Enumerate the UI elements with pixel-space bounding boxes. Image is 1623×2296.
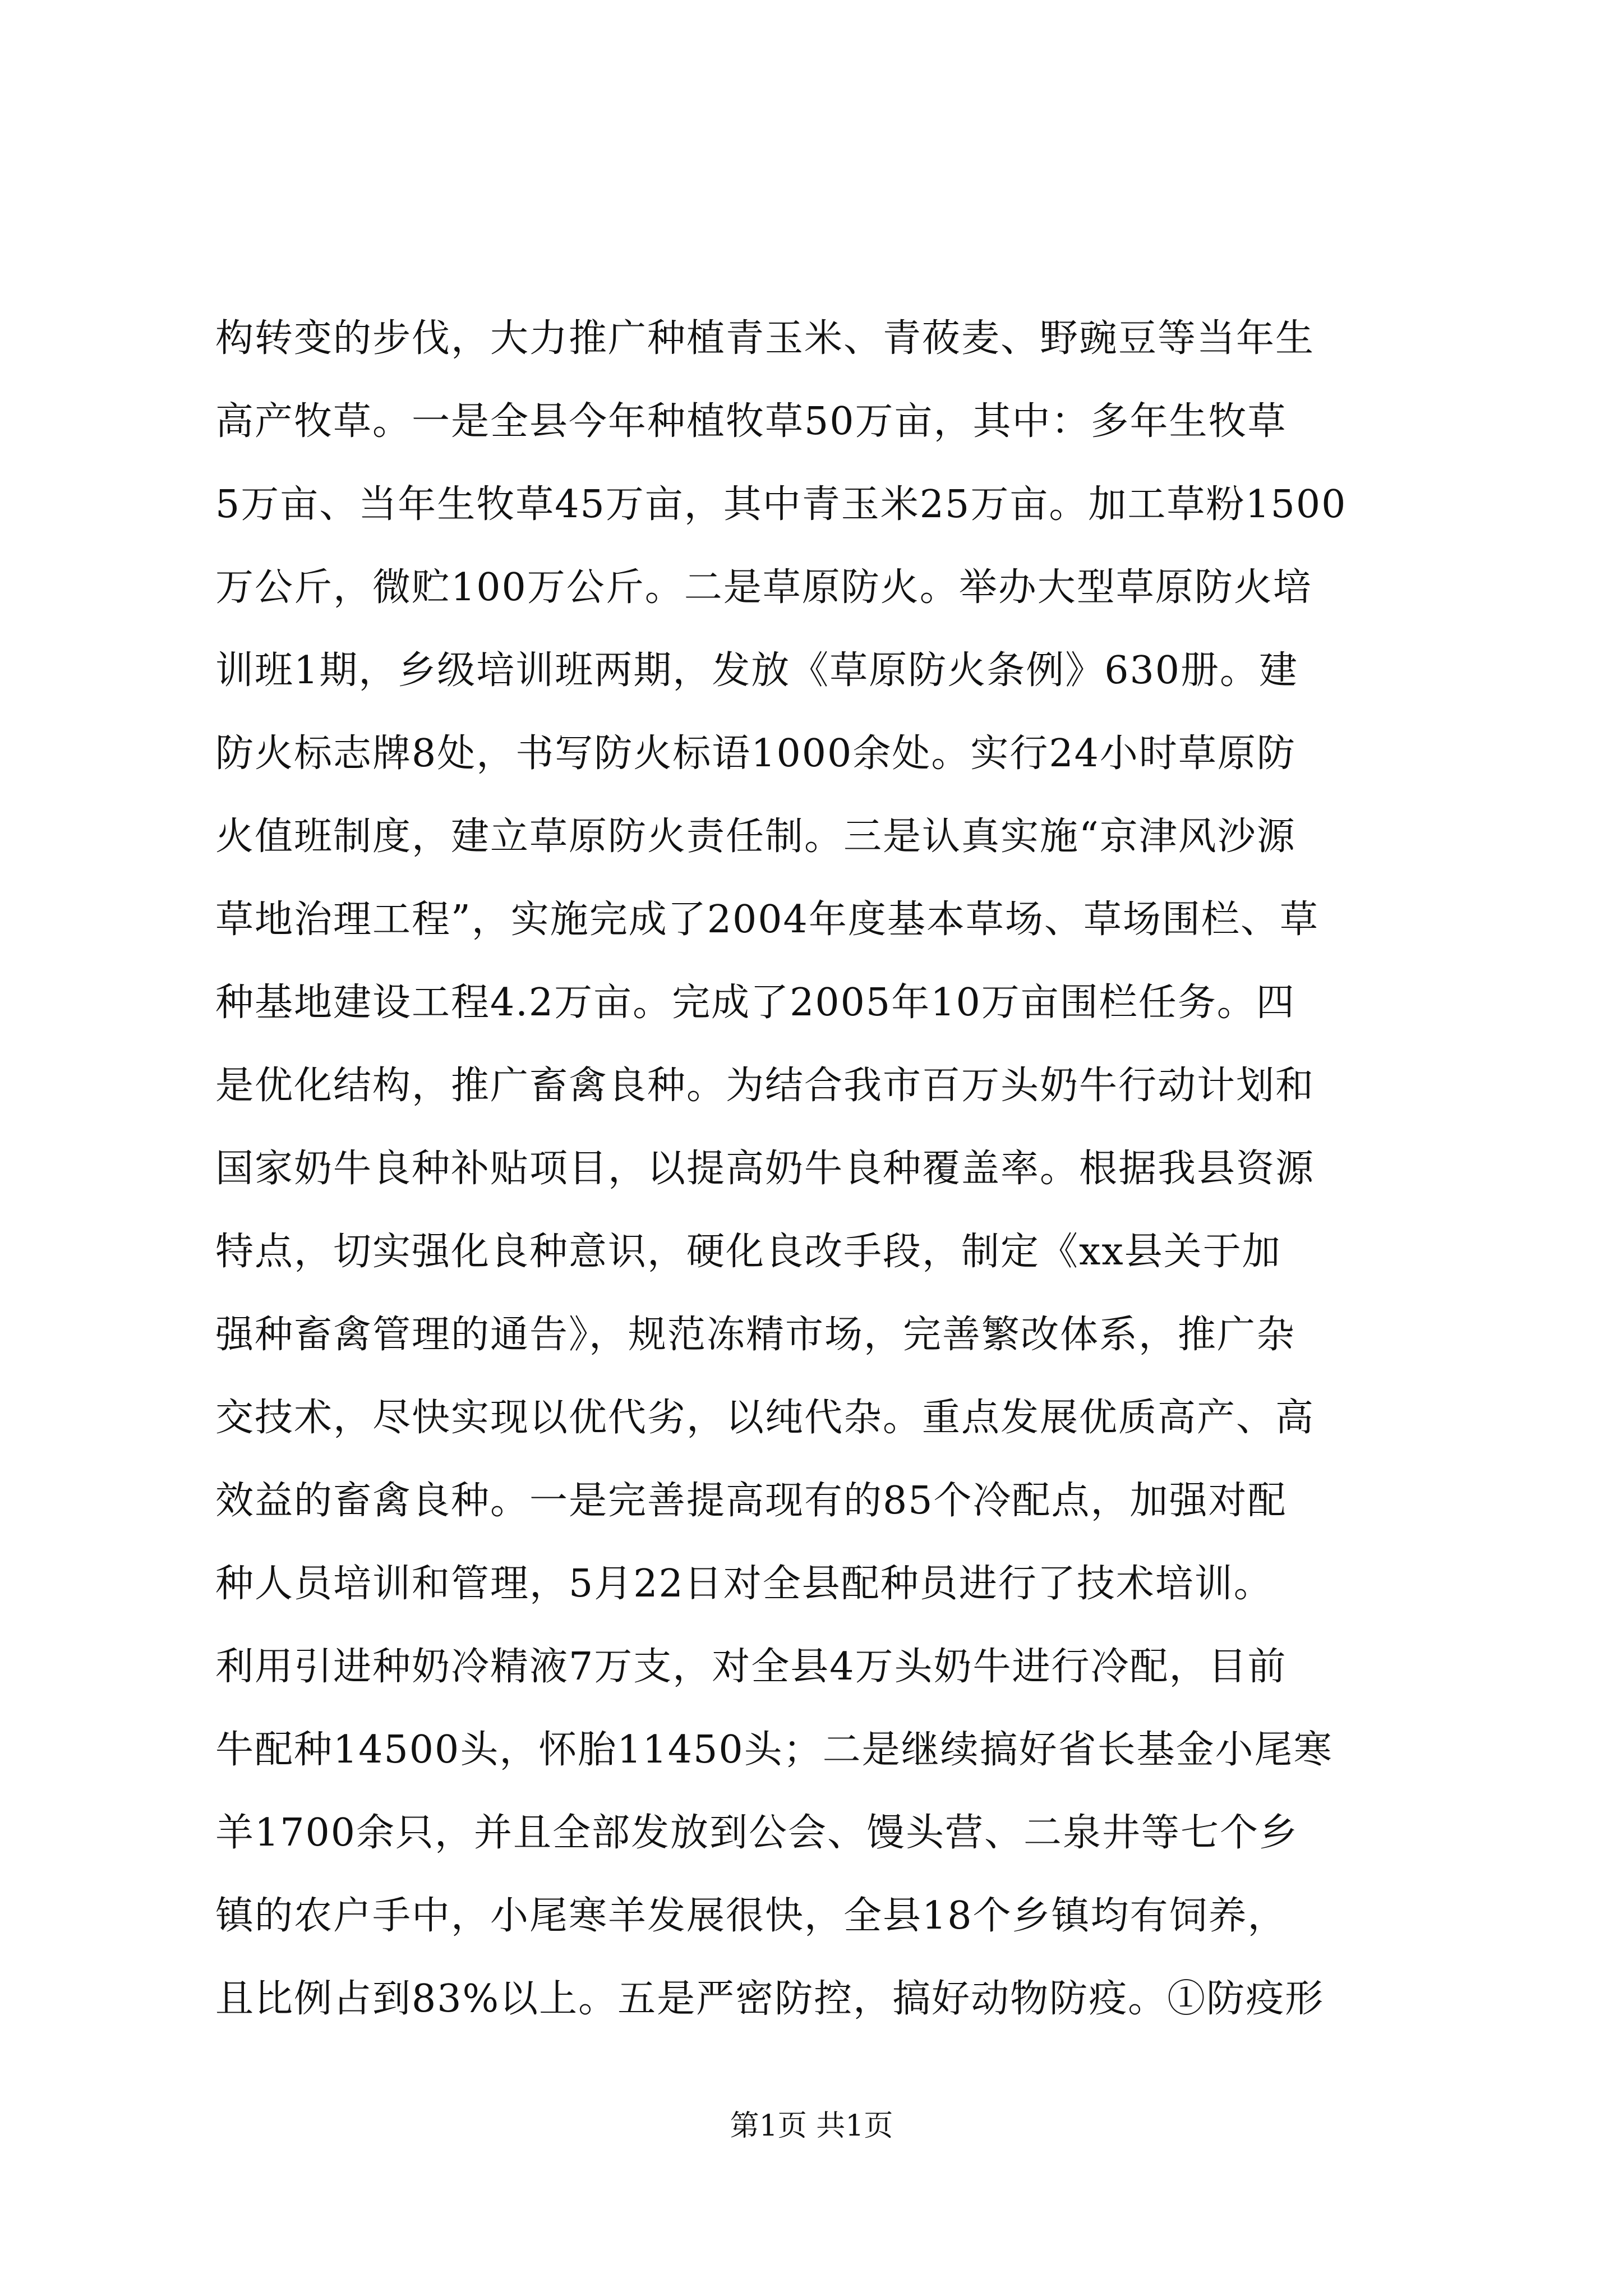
text-line: 牛配种14500头，怀胎11450头；二是继续搞好省长基金小尾寒 — [215, 1728, 1333, 1772]
text-line: 种人员培训和管理，5月22日对全县配种员进行了技术培训。 — [215, 1562, 1273, 1606]
text-line: 是优化结构，推广畜禽良种。为结合我市百万头奶牛行动计划和 — [215, 1064, 1315, 1108]
text-line: 5万亩、当年生牧草45万亩，其中青玉米25万亩。加工草粉1500 — [215, 482, 1347, 527]
text-line: 利用引进种奶冷精液7万支，对全县4万头奶牛进行冷配，目前 — [215, 1645, 1287, 1689]
text-line: 万公斤，微贮100万公斤。二是草原防火。举办大型草原防火培 — [215, 565, 1312, 610]
text-line: 高产牧草。一是全县今年种植牧草50万亩，其中：多年生牧草 — [215, 399, 1287, 444]
text-line: 镇的农户手中，小尾寒羊发展很快，全县18个乡镇均有饲养， — [215, 1894, 1287, 1938]
text-line: 草地治理工程”，实施完成了2004年度基本草场、草场围栏、草 — [215, 898, 1319, 942]
text-line: 效益的畜禽良种。一是完善提高现有的85个冷配点，加强对配 — [215, 1479, 1287, 1523]
text-line: 火值班制度，建立草原防火责任制。三是认真实施“京津风沙源 — [215, 815, 1296, 859]
text-line: 羊1700余只，并且全部发放到公会、馒头营、二泉井等七个乡 — [215, 1811, 1299, 1855]
page-footer: 第1页 共1页 — [730, 2109, 893, 2143]
text-line: 特点，切实强化良种意识，硬化良改手段，制定《xx县关于加 — [215, 1230, 1281, 1274]
text-line: 强种畜禽管理的通告》，规范冻精市场，完善繁改体系，推广杂 — [215, 1313, 1296, 1357]
text-line: 训班1期，乡级培训班两期，发放《草原防火条例》630册。建 — [215, 648, 1299, 693]
text-line: 种基地建设工程4.2万亩。完成了2005年10万亩围栏任务。四 — [215, 981, 1295, 1025]
text-line: 国家奶牛良种补贴项目，以提高奶牛良种覆盖率。根据我县资源 — [215, 1147, 1315, 1191]
text-line: 交技术，尽快实现以优代劣，以纯代杂。重点发展优质高产、高 — [215, 1396, 1315, 1440]
body-text — [215, 297, 1421, 2041]
text-line: 构转变的步伐，大力推广种植青玉米、青莜麦、野豌豆等当年生 — [215, 316, 1315, 361]
text-line: 防火标志牌8处，书写防火标语1000余处。实行24小时草原防 — [215, 731, 1296, 776]
text-line: 且比例占到83%以上。五是严密防控，搞好动物防疫。①防疫形 — [215, 1977, 1325, 2021]
